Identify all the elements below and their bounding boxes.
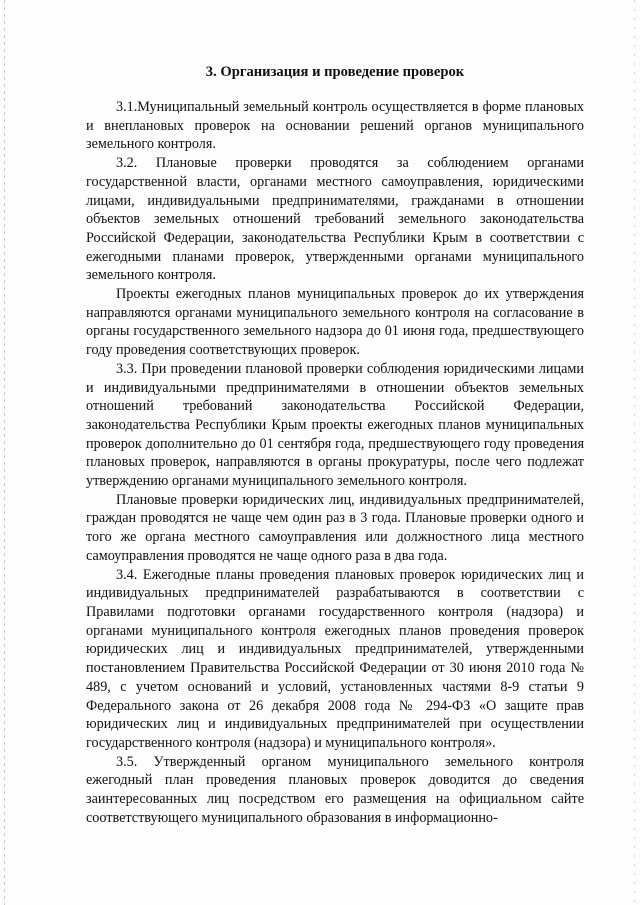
document-body	[86, 62, 584, 827]
paragraph-3-3: 3.3. При проведении плановой проверки соблюдения юридическими лицами и индивидуальными предпринимателями в отношении объектов земельных отношений требований законодательства Российской Федерации, законодательства Республики Крым проекты ежегодных планов муниципальных проверок дополнительно до 01 сентября года, предшествующего году проведения плановых проверок, направляются в органы прокуратуры, после чего подлежат утверждению органами муниципального земельного контроля.	[86, 360, 584, 490]
paragraph-3-3-frequency: Плановые проверки юридических лиц, индивидуальных предпринимателей, граждан проводятся не чаще чем один раз в 3 года. Плановые проверки одного и того же органа местного самоуправления или должностного лица местного самоуправления проводятся не чаще одного раза в два года.	[86, 491, 584, 564]
scan-edge-right	[634, 0, 635, 905]
paragraph-3-5: 3.5. Утвержденный органом муниципального земельного контроля ежегодный план проведения плановых проверок доводится до сведения заинтересованных лиц посредством его размещения на официальном сайте соответствующего муниципального образования в информационно-	[86, 753, 584, 826]
scan-edge-left	[4, 0, 5, 905]
paragraph-3-4: 3.4. Ежегодные планы проведения плановых проверок юридических лиц и индивидуальных предпринимателей разрабатываются в соответствии с Правилами подготовки органами государственного контроля (надзора) и органами муниципального контроля ежегодных планов проведения проверок юридических лиц и индивидуальных предпринимателей, утвержденными постановлением Правительства Российской Федерации от 30 июня 2010 года № 489, с учетом оснований и условий, установленных частями 8-9 статьи 9 Федерального закона от 26 декабря 2008 года № 294-ФЗ «О защите прав юридических лиц и индивидуальных предпринимателей при осуществлении государственного контроля (надзора) и муниципального контроля».	[86, 566, 584, 751]
paragraph-3-1: 3.1.Муниципальный земельный контроль осуществляется в форме плановых и внеплановых проверок на основании решений органов муниципального земельного контроля.	[86, 99, 584, 153]
paragraph-3-2-drafts: Проекты ежегодных планов муниципальных проверок до их утверждения направляются органами муниципального земельного контроля на согласование в органы государственного земельного надзора до 01 июня года, предшествующего году проведения соответствующих проверок.	[86, 286, 584, 359]
paragraph-3-2: 3.2. Плановые проверки проводятся за соблюдением органами государственной власти, органами местного самоуправления, юридическими лицами, индивидуальными предпринимателями, гражданами в отношении объектов земельных отношений требований земельного законодательства Российской Федерации, законодательства Республики Крым в соответствии с ежегодными планами проверок, утвержденными органами муниципального земельного контроля.	[86, 155, 584, 284]
section-heading: 3. Организация и проведение проверок	[205, 64, 465, 80]
